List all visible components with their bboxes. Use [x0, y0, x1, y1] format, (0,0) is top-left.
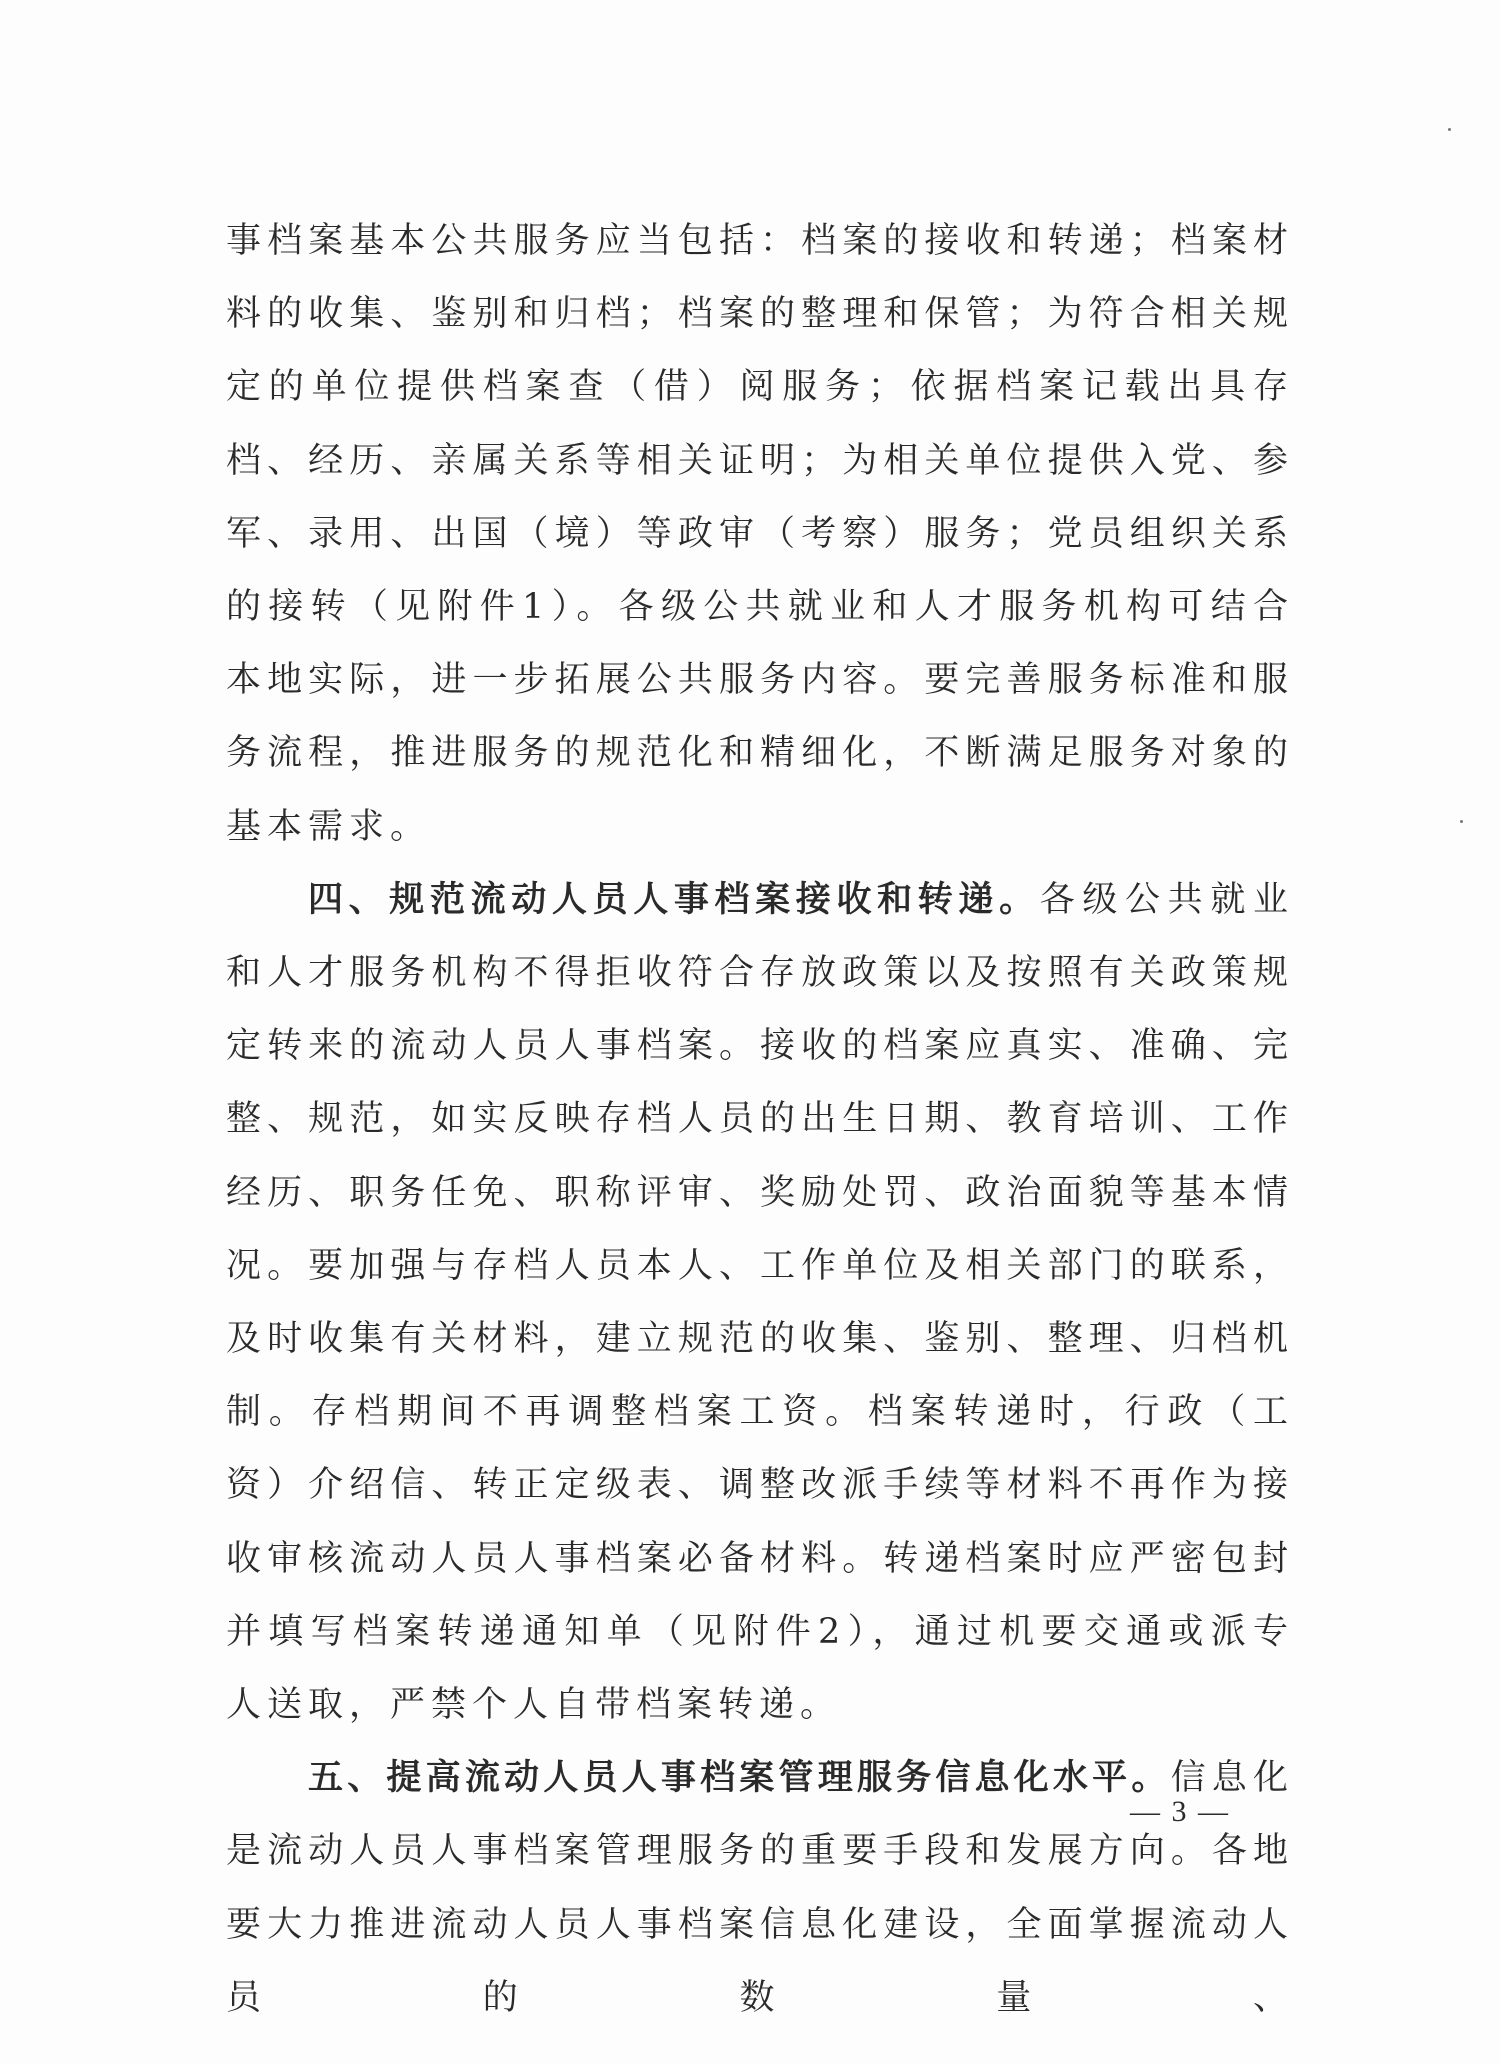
section-4-heading: 四、规范流动人员人事档案接收和转递。: [308, 879, 1040, 920]
section-4-body: 各级公共就业和人才服务机构不得拒收符合存放政策以及按照有关政策规定转来的流动人员人事档案。接收的档案应真实、准确、完整、规范，如实反映存档人员的出生日期、教育培训、工作经历、职务任免、职称评审、奖励处罚、政治面貌等基本情况。要加强与存档人员本人、工作单位及相关部门的联系，及时收集有关材料，建立规范的收集、鉴别、整理、归档机制。存档期间不再调整档案工资。档案转递时，行政（工资）介绍信、转正定级表、调整改派手续等材料不再作为接收审核流动人员人事档案必备材料。转递档案时应严密包封并填写档案转递通知单（见附件2），通过机要交通或派专人送取，严禁个人自带档案转递。: [226, 879, 1294, 1726]
scan-speck: [1448, 128, 1451, 131]
section-5-heading: 五、提高流动人员人事档案管理服务信息化水平。: [308, 1758, 1171, 1799]
page-number: — 3 —: [1130, 1795, 1230, 1828]
body-text: [226, 205, 1294, 2035]
scan-speck: [1460, 820, 1463, 823]
section-5-paragraph: [226, 1742, 1294, 2035]
section-4-paragraph: [226, 864, 1294, 1742]
paragraph-1-text: 事档案基本公共服务应当包括：档案的接收和转递；档案材料的收集、鉴别和归档；档案的整理和保管；为符合相关规定的单位提供档案查（借）阅服务；依据档案记载出具存档、经历、亲属关系等相关证明；为相关单位提供入党、参军、录用、出国（境）等政审（考察）服务；党员组织关系的接转（见附件1）。各级公共就业和人才服务机构可结合本地实际，进一步拓展公共服务内容。要完善服务标准和服务流程，推进服务的规范化和精细化，不断满足服务对象的基本需求。: [226, 221, 1294, 847]
section-5-body: 信息化是流动人员人事档案管理服务的重要手段和发展方向。各地要大力推进流动人员人事档案信息化建设，全面掌握流动人员的数量、: [226, 1758, 1294, 2018]
paragraph-continued: [226, 205, 1294, 864]
